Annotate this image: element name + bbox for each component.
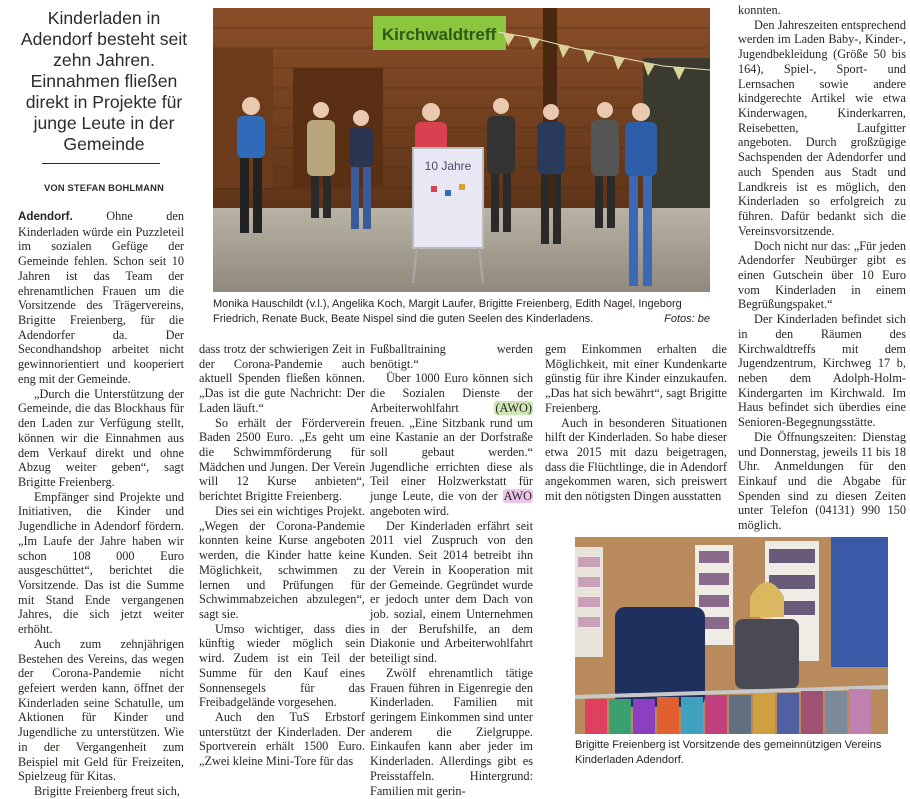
sign-text: Kirchwaldtreff [381, 25, 497, 44]
shop-photo-illustration [575, 537, 888, 734]
paragraph: Auch in besonderen Situationen hilft der Kinderladen. So habe dieser etwa 2015 mit dazu beigetragen, dass die Flüchtlinge, die in Adendorf angekommen waren, sich preiswert mit den nötigsten Dingen ausstatten [545, 415, 727, 504]
shop-photo [575, 537, 888, 734]
article-column-5 [738, 3, 906, 533]
paragraph: gem Einkommen erhalten die Möglichkeit, mit einer Kundenkarte günstig für ihre Kinder einzukaufen. „Das hat sich bewährt“, sagt Brigitte Freienberg. [545, 342, 727, 415]
paragraph: Die Öffnungszeiten: Dienstag und Donnerstag, jeweils 11 bis 18 Uhr. Anmeldungen für den Einkauf und die Abgabe für Spenden sind zu diesen Zeiten unter Telefon (04131) 990 150 möglich. [738, 429, 906, 533]
paragraph: Empfänger sind Projekte und Initiativen, die Kinder und Jugendliche in Adendorf fördern. „Im Laufe der Jahre haben wir schon 108 000 Euro ausgeschüttet“, berichtet die Vorsitzende. Das ist die Summe mit Stand Ende vergangenen Jahres, die sich jetzt weiter erhöht. [18, 489, 184, 637]
paragraph: Doch nicht nur das: „Für jeden Adendorfer Neubürger gibt es einen Gutschein über 10 Euro vom Kinderladen in einem Begrüßungspaket.“ [738, 238, 906, 312]
paragraph [18, 209, 184, 387]
paragraph: Brigitte Freienberg freut sich, [34, 784, 180, 799]
poster-text: 10 Jahre [424, 159, 472, 173]
caption-text: Monika Hauschildt (v.l.), Angelika Koch, Margit Laufer, Brigitte Freienberg, Edith Nagel, Ingeborg Friedrich, Renate Buck, Beate Nispel sind die guten Seelen des Kinderladens. [213, 298, 682, 325]
photo-credit: Fotos: be [664, 313, 710, 325]
paragraph: dass trotz der schwierigen Zeit in der Corona-Pandemie auch aktuell Spenden fließen können. „Das ist die gute Nachricht: Der Laden läuft.“ [199, 342, 365, 415]
group-photo-caption [213, 297, 710, 327]
paragraph [370, 371, 533, 518]
paragraph-text: Ohne den Kinderladen würde ein Puzzleteil im sozialen Gefüge der Gemeinde fehlen. Schon seit 10 Jahren ist das Team der ehrenamtlichen Frauen um die Vorsitzende des Trägervereins, Brigitte Freienberg, für die Adendorfer da. Der Secondhandshop arbeitet nicht gewinnorientiert und kooperiert eng mit der Gemeinde. [18, 209, 185, 386]
article-column-3 [370, 342, 533, 798]
paragraph: konnten. [738, 3, 781, 17]
dateline: Adendorf. [18, 210, 73, 223]
paragraph: Auch zum zehnjährigen Bestehen des Vereins, das wegen der Corona-Pandemie nicht gefeiert werden kann, öffnet der Kinderladen seine Schatulle, um Aktionen für Kinder und Jugendliche zu unterstützen. Wie in der Vergangenheit zum Beispiel mit Geld für Freizeiten, Spielzeug für Kitas. [18, 636, 184, 784]
paragraph: Der Kinderladen erfährt seit 2011 viel Zuspruch von den Kunden. Seit 2014 betreibt ihn der Verein in Kooperation mit der Gemeinde. Gegründet wurde er jedoch unter dem Dach von job. sozial, einem Unternehmen in der Berufshilfe, an dem Diakonie und Arbeiterwohlfahrt beteiligt sind. [370, 518, 533, 666]
group-photo [213, 8, 710, 292]
paragraph: So erhält der Förderverein Baden 2500 Euro. „Es geht um die Schwimmförderung für Mädchen und Jungen. Der Verein will 12 Kurse anbieten“, berichtet Brigitte Freienberg. [199, 415, 365, 504]
curtain [831, 537, 888, 667]
awo-highlight-green: (AWO) [495, 400, 532, 415]
headline-rule [42, 163, 160, 164]
byline: VON STEFAN BOHLMANN [43, 183, 164, 193]
article-column-4 [545, 342, 727, 504]
paragraph: Umso wichtiger, dass dies künftig wieder möglich sein wird. Zudem ist ein Teil der Summe für den Kauf eines Sonnensegels für das Freibadgelände vorgesehen. [199, 621, 365, 710]
paragraph: Fußballtraining werden benötigt.“ [370, 342, 533, 371]
awo-highlight-pink: AWO [503, 489, 532, 504]
article-column-1 [18, 209, 184, 799]
paragraph: Der Kinderladen befindet sich in den Räumen des Kirchwaldtreffs mit dem Jugendzentrum, Kirchweg 17 b, neben dem Adolph-Holm-Kindergarten im Kirchwald. Im Haus befindet sich überdies eine Senioren-Begegnungsstätte. [738, 312, 906, 430]
article-column-2 [199, 342, 365, 769]
shop-photo-caption: Brigitte Freienberg ist Vorsitzende des gemeinnützigen Vereins Kinderladen Adendorf. [575, 739, 882, 766]
paragraph: Zwölf ehrenamtlich tätige Frauen führen in Eigenregie den Kinderladen. Familien mit geringem Einkommen sind unter anderem die Zielgruppe. Einkaufen kann aber jeder im Kinderladen. Allerdings gibt es Preisstaffeln. Hintergrund: Familien mit gerin- [370, 665, 533, 798]
article-headline: Kinderladen in Adendorf besteht seit zehn Jahren. Einnahmen fließen direkt in Projekte für junge Leute in der Gemeinde [20, 8, 188, 154]
paragraph: „Durch die Unterstützung der Gemeinde, die das Blockhaus für den Laden zur Verfügung stellt, können wir die Einnahmen aus dem Verkauf direkt und ohne Abzug weiter geben“, sagt Brigitte Freienberg. [18, 386, 184, 489]
paragraph-text: Über 1000 Euro können sich die Sozialen Dienste der Arbeiterwohlfahrt [370, 371, 533, 415]
paragraph: Auch den TuS Erbstorf unterstützt der Kinderladen. Der Sportverein erhält 1500 Euro. „Zwei kleine Mini-Tore für das [199, 709, 365, 769]
group-photo-illustration [213, 8, 710, 292]
paragraph: Den Jahreszeiten entsprechend werden im Laden Baby-, Kinder-, Jugendbekleidung (Größe 50 bis 164), Spiel-, Sport- und Lernsachen sowie andere kindgerechte Artikel wie etwa Kinderwagen, Kinderkarren, Reisebetten, Laufgitter angeboten. Durch großzügige Sachspenden der Adendorfer und auch Spenden aus Stadt und Landkreis ist es möglich, den Kinderladen so erfolgreich zu führen. Dafür bedankt sich die Vereinsvorsitzende. [738, 17, 906, 238]
paragraph-text: angeboten wird. [370, 503, 450, 518]
paragraph-text: freuen. „Eine Sitzbank rund um eine Kastanie an der Dorfstraße soll gebaut werden.“ Jugendliche errichten diese als Teil einer Holzwerkstatt für junge Leute, die von der [370, 415, 533, 504]
paragraph: Dies sei ein wichtiges Projekt. „Wegen der Corona-Pandemie konnten keine Kurse angeboten werden, die Kinder hatte keine Möglichkeit, schwimmen zu lernen und Prüfungen für Schwimmabzeichen abzulegen“, sagt sie. [199, 503, 365, 621]
